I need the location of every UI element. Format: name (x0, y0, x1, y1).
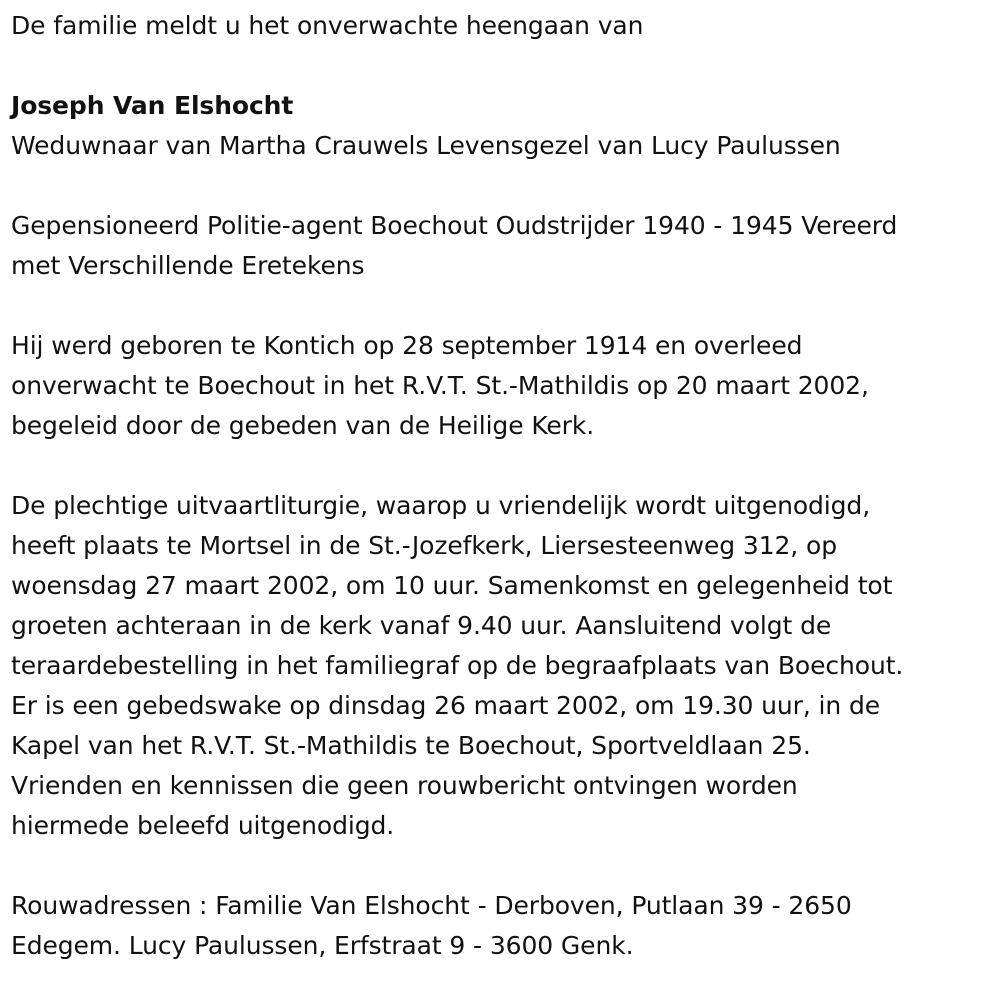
ceremony-line: hiermede beleefd uitgenodigd. (11, 811, 395, 840)
career-paragraph (11, 206, 989, 286)
deceased-name: Joseph Van Elshocht (11, 91, 294, 120)
ceremony-paragraph (11, 486, 989, 846)
birth-death-line: Hij werd geboren te Kontich op 28 september 1914 en overleed (11, 331, 803, 360)
career-line: Gepensioneerd Politie-agent Boechout Oudstrijder 1940 - 1945 Vereerd (11, 211, 898, 240)
deceased-relations: Weduwnaar van Martha Crauwels Levensgezel van Lucy Paulussen (11, 131, 841, 160)
spacer (11, 166, 989, 206)
ceremony-line: woensdag 27 maart 2002, om 10 uur. Samenkomst en gelegenheid tot (11, 571, 893, 600)
spacer (11, 846, 989, 886)
spacer (11, 46, 989, 86)
ceremony-line: heeft plaats te Mortsel in de St.-Jozefkerk, Liersesteenweg 312, op (11, 531, 837, 560)
ceremony-line: Kapel van het R.V.T. St.-Mathildis te Boechout, Sportveldlaan 25. (11, 731, 811, 760)
spacer (11, 446, 989, 486)
address-line: Rouwadressen : Familie Van Elshocht - Derboven, Putlaan 39 - 2650 (11, 891, 852, 920)
birth-death-line: begeleid door de gebeden van de Heilige Kerk. (11, 411, 595, 440)
ceremony-line: groeten achteraan in de kerk vanaf 9.40 uur. Aansluitend volgt de (11, 611, 832, 640)
birth-death-paragraph (11, 326, 989, 446)
addresses-paragraph (11, 886, 989, 966)
ceremony-line: Vrienden en kennissen die geen rouwbericht ontvingen worden (11, 771, 798, 800)
ceremony-line: teraardebestelling in het familiegraf op de begraafplaats van Boechout. (11, 651, 904, 680)
ceremony-line: Er is een gebedswake op dinsdag 26 maart 2002, om 19.30 uur, in de (11, 691, 881, 720)
birth-death-line: onverwacht te Boechout in het R.V.T. St.-Mathildis op 20 maart 2002, (11, 371, 869, 400)
ceremony-line: De plechtige uitvaartliturgie, waarop u vriendelijk wordt uitgenodigd, (11, 491, 871, 520)
career-line: met Verschillende Eretekens (11, 251, 365, 280)
spacer (11, 286, 989, 326)
intro-text: De familie meldt u het onverwachte heengaan van (11, 11, 644, 40)
address-line: Edegem. Lucy Paulussen, Erfstraat 9 - 3600 Genk. (11, 931, 634, 960)
